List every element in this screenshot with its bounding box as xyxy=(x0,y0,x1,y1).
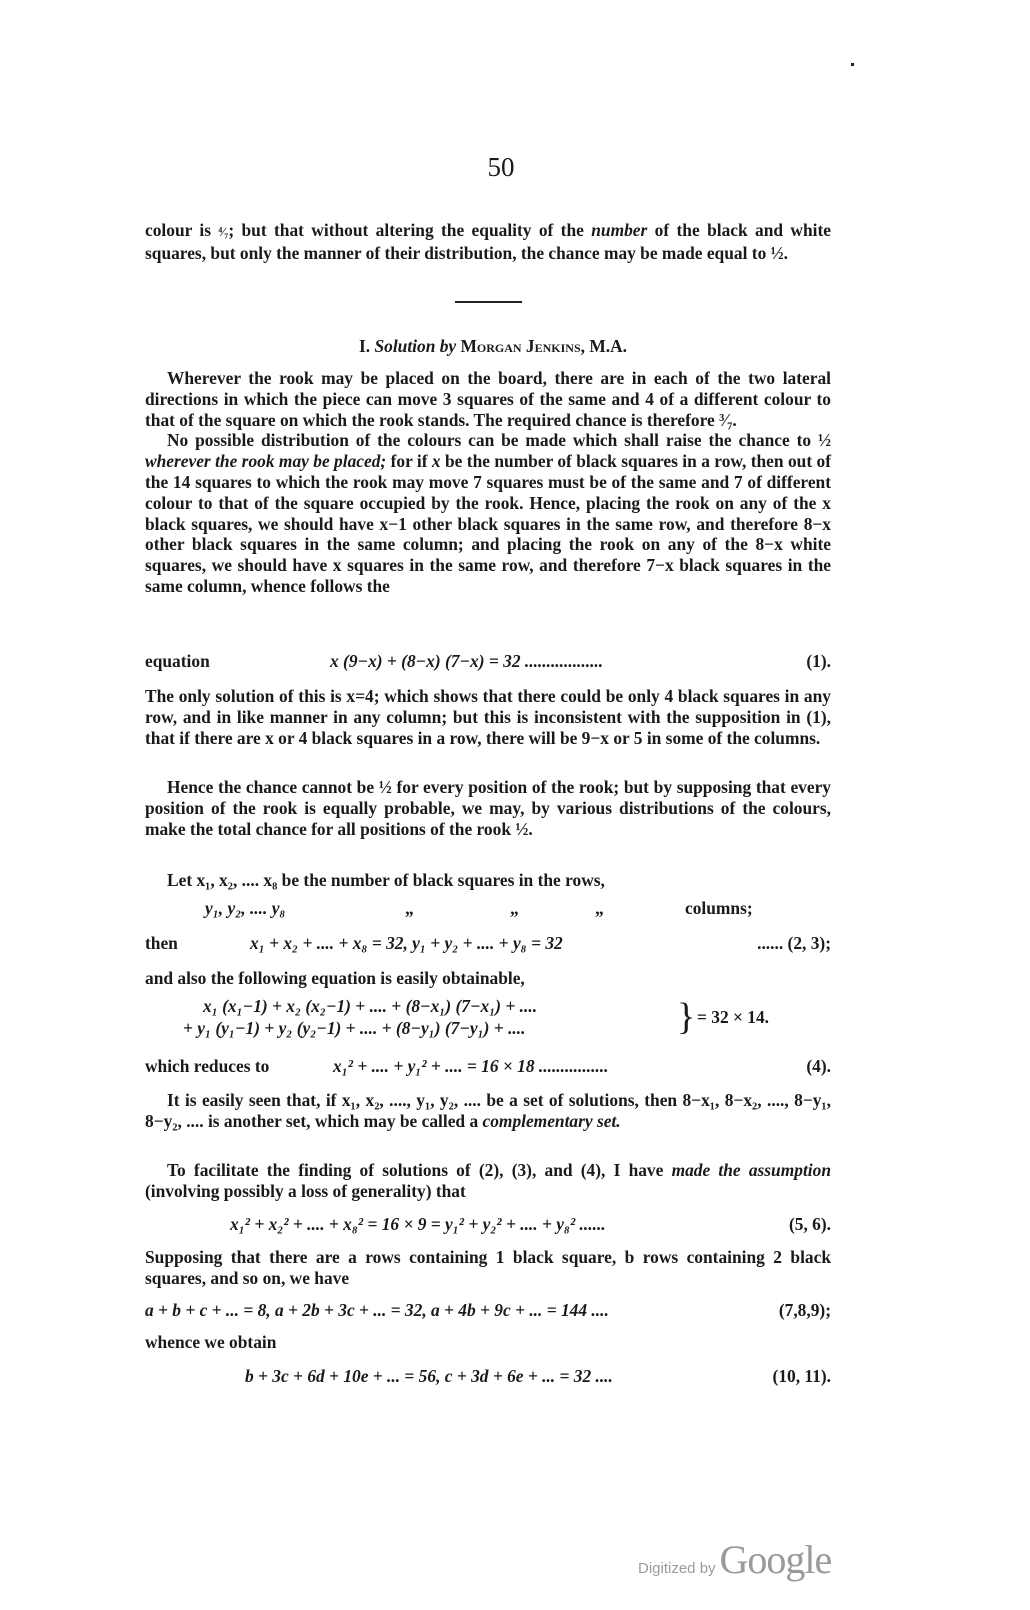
page-number: 50 xyxy=(487,152,515,182)
intro-paragraph xyxy=(145,220,831,264)
ditto-mark: „ xyxy=(405,898,414,918)
equation-label: then xyxy=(145,933,178,953)
whence-line xyxy=(145,1332,831,1353)
paragraph-text: Let x₁, x₂, .... x₈ be the number of black squares in the rows, xyxy=(167,870,605,890)
equation-tag: (7,8,9); xyxy=(778,1300,831,1320)
paragraph-text: (involving possibly a loss of generality) that xyxy=(145,1180,466,1201)
equation-label: which reduces to xyxy=(145,1056,270,1076)
body-paragraph-3 xyxy=(145,686,831,748)
paragraph-text: To facilitate the finding of solutions of (2), (3), and (4), I have xyxy=(167,1160,672,1180)
ditto-mark: „ xyxy=(595,898,604,918)
equation-expression: x₁ (x₁−1) + x₂ (x₂−1) + .... + (8−x₁) (7−x₁) + .... xyxy=(203,996,538,1016)
emphasis: number xyxy=(591,220,648,240)
paragraph-text: Supposing that there are a rows containing 1 black square, b rows containing 2 black squares, and so on, we have xyxy=(145,1247,831,1288)
body-paragraph-6 xyxy=(145,1160,831,1202)
digitized-by-text: Digitized by xyxy=(638,1560,716,1577)
equation-expression: x₁ + x₂ + .... + x₈ = 32, y₁ + y₂ + .... + y₈ = 32 xyxy=(250,933,563,953)
google-watermark xyxy=(638,1536,831,1583)
variables: y₁, y₂, .... y₈ xyxy=(205,898,286,918)
equation-expression: x₁² + .... + y₁² + .... = 16 × 18 ................ xyxy=(333,1056,609,1076)
paragraph-text: and also the following equation is easily obtainable, xyxy=(145,968,525,988)
equation-expression: + y₁ (y₁−1) + y₂ (y₂−1) + .... + (8−y₁) (7−y₁) + .... xyxy=(183,1018,526,1038)
equation-expression: b + 3c + 6d + 10e + ... = 56, c + 3d + 6e + ... = 32 .... xyxy=(245,1366,613,1386)
paragraph-text: Wherever the rook may be placed on the board, there are in each of the two lateral directions in which the piece can move 3 squares of the same and 4 of a different colour to that of the square on which the rook stands. The required chance is therefore ³⁄₇. xyxy=(145,368,831,430)
intro-text-a: colour is xyxy=(145,220,219,240)
equation-tag: (1). xyxy=(806,651,831,671)
let-line xyxy=(145,870,831,891)
fraction: ½ xyxy=(770,242,784,263)
also-line xyxy=(145,968,831,989)
intro-text-d: . xyxy=(783,242,789,263)
scan-speck xyxy=(851,63,854,66)
equation-tag: (5, 6). xyxy=(788,1214,831,1234)
body-paragraph-7 xyxy=(145,1247,831,1289)
emphasis: complementary set. xyxy=(482,1110,621,1131)
paragraph-text: Hence the chance cannot be ½ for every position of the rook; but by supposing that every position of the rook is equally probable, we may, by various distributions of the colours, make the total chance for all positions of the rook ½. xyxy=(145,777,831,839)
author-degree: , M.A. xyxy=(580,336,628,356)
equation-tag: ...... (2, 3); xyxy=(757,933,831,953)
equation-tag: (10, 11). xyxy=(772,1366,831,1386)
paragraph-text: whence we obtain xyxy=(145,1332,277,1352)
paragraph-text: be the number of black squares in a row, then out of the 14 squares to which the rook may move 7 squares must be of the same and 7 of different colour to that of the square occupied by the rook. Hence, placing the rook on any of the x black squares, we should have x−1 other black squares in the same row, and therefore 8−x other black squares in the same column; and placing the rook on any of the 8−x white squares, we should have x squares in the same row, and therefore 7−x black squares in the same column, whence follows the xyxy=(145,451,832,596)
body-paragraph-4 xyxy=(145,777,831,839)
paragraph-text: for if xyxy=(386,451,432,472)
section-divider xyxy=(455,301,522,303)
emphasis: made the assumption xyxy=(671,1160,831,1180)
body-paragraph-1 xyxy=(145,368,831,597)
ditto-mark: „ xyxy=(510,898,519,918)
paragraph-2 xyxy=(145,430,831,596)
solution-heading xyxy=(0,336,986,357)
fraction: ⁴⁄₇ xyxy=(218,224,229,239)
google-logo: Google xyxy=(719,1537,832,1582)
paragraph-text: No possible distribution of the colours can be made which shall raise the chance to ½ xyxy=(167,430,831,451)
equation-expression: a + b + c + ... = 8, a + 2b + 3c + ... = 32, a + 4b + 9c + ... = 144 .... xyxy=(145,1300,609,1320)
equation-tag: (4). xyxy=(806,1056,831,1076)
columns-label: columns; xyxy=(685,898,753,918)
equation-rhs: = 32 × 14. xyxy=(697,1007,769,1027)
heading-italic: Solution by xyxy=(374,336,457,356)
equation-expression: x₁² + x₂² + .... + x₈² = 16 × 9 = y₁² + y₂² + .... + y₈² ...... xyxy=(230,1214,606,1234)
paragraph-text: It is easily seen that, if x₁, x₂, ...., y₁, y₂, .... be a set of solutions, then 8−x₁, 8−x₂, ...., 8−y₁, 8−y₂, .... is another set, which may be called a xyxy=(145,1090,831,1131)
paragraph-text: The only solution of this is x=4; which shows that there could be only 4 black squares in any row, and in like manner in any column; but this is inconsistent with the supposition in (1), that if there are x or 4 black squares in a row, there will be 9−x or 5 in some of the columns. xyxy=(145,686,831,748)
emphasis: wherever the rook may be placed; xyxy=(145,451,387,472)
right-brace: } xyxy=(677,996,696,1038)
variable: x xyxy=(431,451,441,472)
intro-text-b: ; but that without altering the equality of the xyxy=(228,220,592,240)
body-paragraph-5 xyxy=(145,1090,831,1132)
author-name: Morgan Jenkins xyxy=(460,336,581,356)
intro-text-c: of the black and white squares, but only the manner of their distribution, the chance may be made equal to xyxy=(145,220,832,263)
equation-expression: x (9−x) + (8−x) (7−x) = 32 .................. xyxy=(330,651,604,671)
equation-label: equation xyxy=(145,651,210,671)
heading-number: I. xyxy=(358,336,371,356)
